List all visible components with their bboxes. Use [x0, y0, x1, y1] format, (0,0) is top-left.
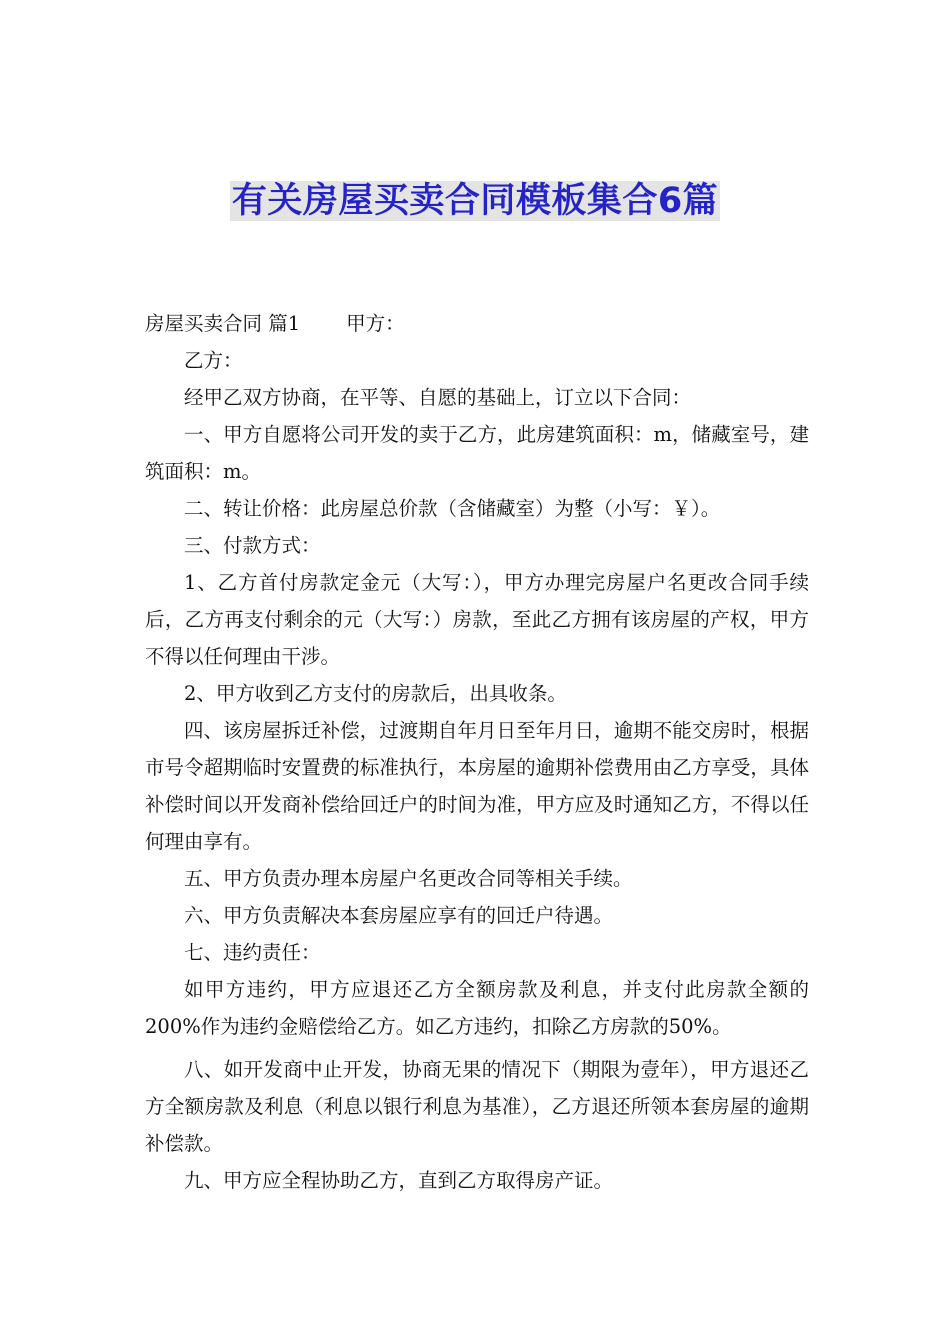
- paragraph-clause-6: 六、甲方负责解决本套房屋应享有的回迁户待遇。: [184, 904, 614, 927]
- document-title-text: 有关房屋买卖合同模板集合6篇: [231, 181, 719, 221]
- paragraph-clause-9: 九、甲方应全程协助乙方，直到乙方取得房产证。: [184, 1169, 614, 1192]
- contract-heading-line: [145, 305, 809, 342]
- paragraph-clause-3: 三、付款方式：: [184, 534, 321, 557]
- party-a-label: 甲方：: [346, 312, 405, 335]
- document-title: [0, 176, 950, 226]
- paragraph-clause-2: 二、转让价格：此房屋总价款（含储藏室）为整（小写：￥）。: [184, 497, 721, 520]
- paragraph-clause-5: 五、甲方负责办理本房屋户名更改合同等相关手续。: [184, 867, 633, 890]
- document-body: [145, 305, 809, 1199]
- paragraph-clause-3-1: 1、乙方首付房款定金元（大写：），甲方办理完房屋户名更改合同手续后，乙方再支付剩余的元（大写：）房款，至此乙方拥有该房屋的产权，甲方不得以任何理由干涉。: [145, 571, 809, 668]
- paragraph-clause-7: 七、违约责任：: [184, 941, 321, 964]
- paragraph-clause-1: 一、甲方自愿将公司开发的卖于乙方，此房建筑面积：m，储藏室号，建筑面积：m。: [145, 423, 809, 483]
- paragraph-clause-7-detail: 如甲方违约，甲方应退还乙方全额房款及利息，并支付此房款全额的200%作为违约金赔偿给乙方。如乙方违约，扣除乙方房款的50%。: [145, 978, 809, 1038]
- paragraph-clause-3-2: 2、甲方收到乙方支付的房款后，出具收条。: [184, 682, 567, 705]
- contract-heading: 房屋买卖合同 篇1: [145, 312, 301, 335]
- paragraph-party-b: 乙方：: [184, 349, 243, 372]
- paragraph-clause-4: 四、该房屋拆迁补偿，过渡期自年月日至年月日，逾期不能交房时，根据市号令超期临时安置费的标准执行，本房屋的逾期补偿费用由乙方享受，具体补偿时间以开发商补偿给回迁户的时间为准，甲方应及时通知乙方，不得以任何理由享有。: [145, 719, 809, 853]
- paragraph-clause-8: 八、如开发商中止开发，协商无果的情况下（期限为壹年），甲方退还乙方全额房款及利息（利息以银行利息为基准），乙方退还所领本套房屋的逾期补偿款。: [145, 1058, 809, 1155]
- paragraph-intro: 经甲乙双方协商，在平等、自愿的基础上，订立以下合同：: [184, 386, 692, 409]
